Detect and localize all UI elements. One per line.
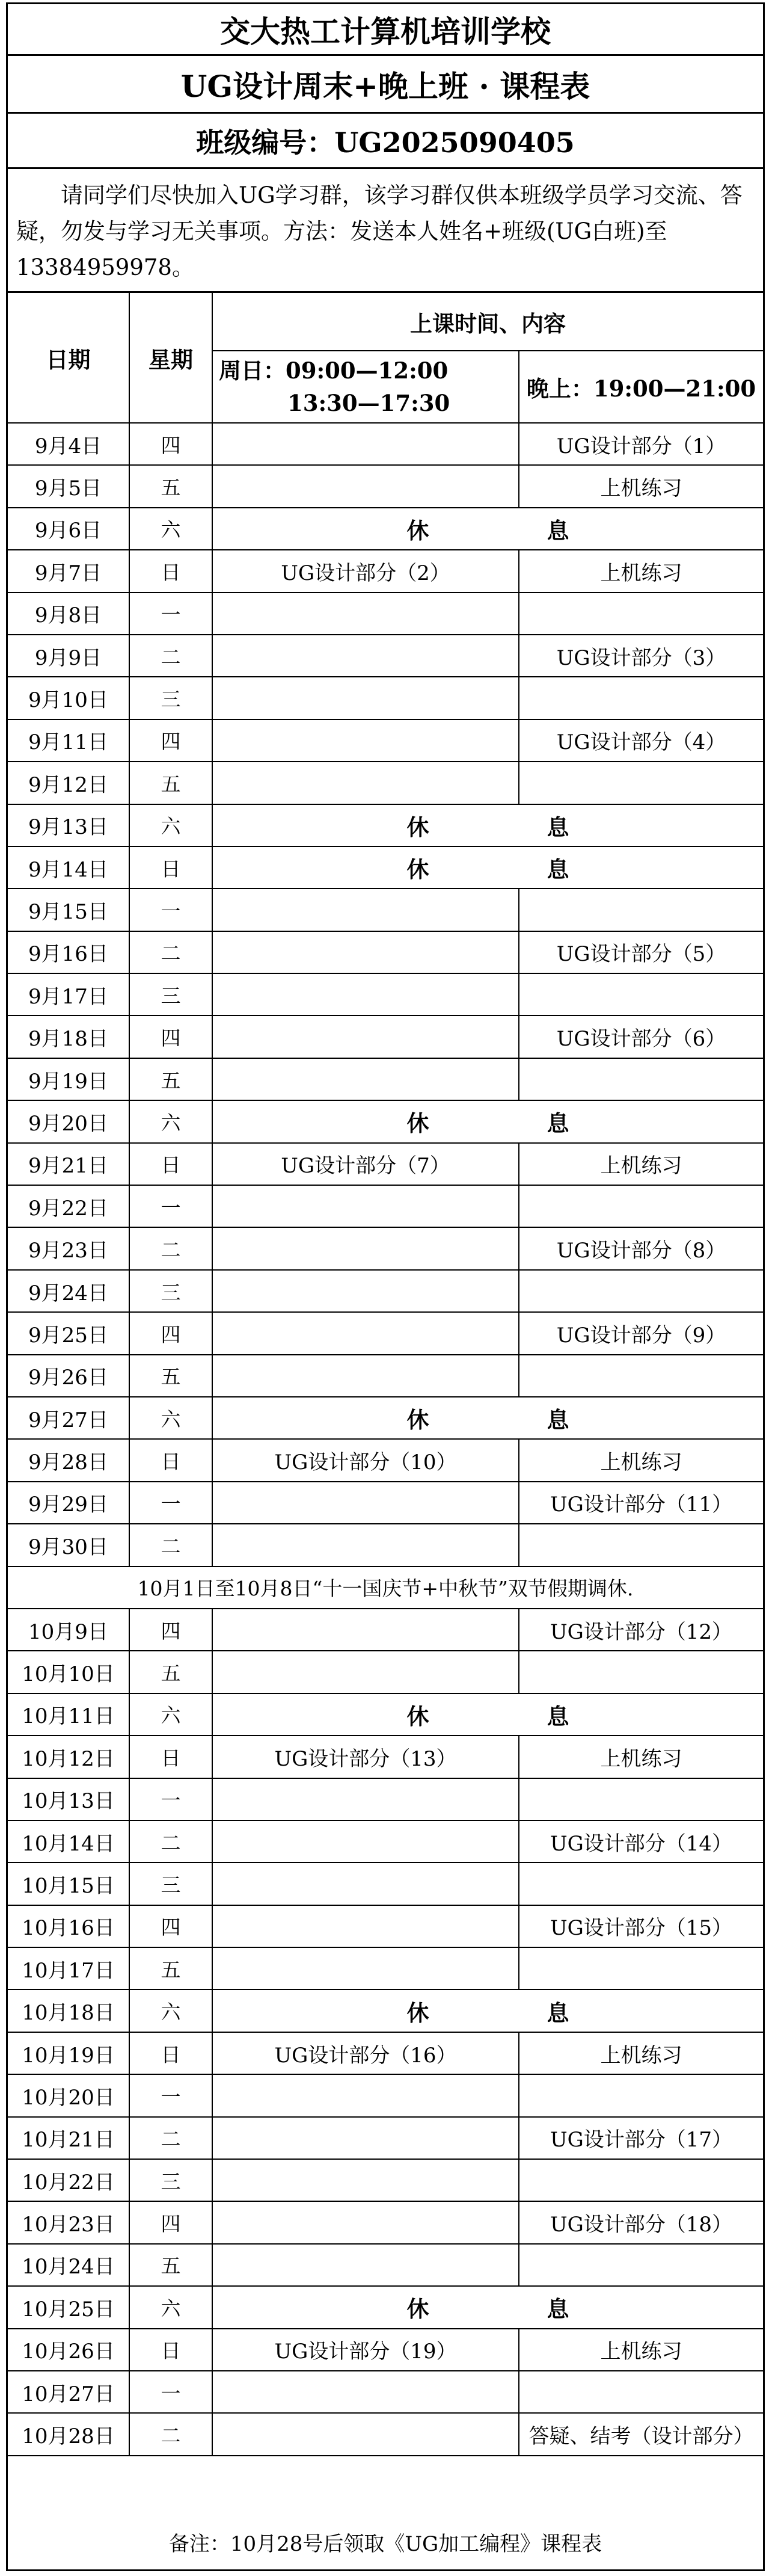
row-date: 10月17日 (8, 1947, 129, 1989)
table-row (8, 1736, 763, 1778)
evening-session-cell: 上机练习 (519, 1736, 763, 1778)
row-date: 9月7日 (8, 550, 129, 592)
row-weekday: 四 (129, 423, 212, 465)
row-date: 9月24日 (8, 1270, 129, 1312)
rest-word-1: 休 (406, 2296, 429, 2323)
schedule-sheet (6, 2, 765, 2571)
holiday-banner: 10月1日至10月8日“十一国庆节+中秋节”双节假期调休. (8, 1567, 763, 1609)
weekend-session-cell (212, 1947, 519, 1989)
evening-session-cell: 答疑、结考（设计部分） (519, 2413, 763, 2455)
table-row (8, 1820, 763, 1863)
row-weekday: 日 (129, 1439, 212, 1481)
row-weekday: 二 (129, 1227, 212, 1269)
evening-session-cell: UG设计部分（8） (519, 1227, 763, 1269)
table-row (8, 1270, 763, 1312)
row-date: 10月16日 (8, 1905, 129, 1947)
table-row (8, 762, 763, 804)
row-weekday: 一 (129, 2371, 212, 2413)
table-row (8, 1439, 763, 1481)
row-date: 9月4日 (8, 423, 129, 465)
row-date: 9月18日 (8, 1015, 129, 1058)
row-date: 10月9日 (8, 1609, 129, 1651)
weekend-session-cell (212, 1270, 519, 1312)
row-date: 9月22日 (8, 1185, 129, 1227)
group-notice: 请同学们尽快加入UG学习群，该学习群仅供本班级学员学习交流、答疑，勿发与学习无关事项。方法：发送本人姓名+班级(UG白班)至13384959978。 (8, 169, 763, 293)
row-weekday: 二 (129, 1524, 212, 1566)
weekend-session-cell (212, 1185, 519, 1227)
row-weekday: 六 (129, 1397, 212, 1439)
table-row (8, 1863, 763, 1905)
row-date: 10月15日 (8, 1863, 129, 1905)
weekend-session-cell (212, 1524, 519, 1566)
row-weekday: 四 (129, 2201, 212, 2243)
table-row (8, 593, 763, 635)
row-weekday: 五 (129, 1058, 212, 1100)
weekend-session-cell: UG设计部分（13） (212, 1736, 519, 1778)
row-weekday: 六 (129, 508, 212, 550)
weekend-session-cell: UG设计部分（19） (212, 2329, 519, 2371)
row-weekday: 一 (129, 1778, 212, 1820)
row-weekday: 五 (129, 762, 212, 804)
class-code: 班级编号：UG2025090405 (8, 114, 763, 169)
row-date: 9月10日 (8, 677, 129, 719)
row-date: 10月28日 (8, 2413, 129, 2455)
weekend-session-cell (212, 931, 519, 973)
table-row (8, 1312, 763, 1354)
evening-session-cell: 上机练习 (519, 2032, 763, 2074)
row-date: 9月9日 (8, 635, 129, 677)
evening-session-cell (519, 2074, 763, 2116)
table-row (8, 550, 763, 592)
weekend-session-cell (212, 2371, 519, 2413)
rest-word-2: 息 (547, 1110, 569, 1137)
evening-session-cell (519, 593, 763, 635)
header-weekend-time (212, 351, 519, 423)
rest-word-2: 息 (547, 1999, 569, 2026)
evening-session-cell: UG设计部分（4） (519, 719, 763, 762)
table-row (8, 465, 763, 507)
row-weekday: 三 (129, 2159, 212, 2201)
weekend-session-cell (212, 2244, 519, 2286)
table-row (8, 1355, 763, 1397)
row-weekday: 二 (129, 931, 212, 973)
row-date: 9月20日 (8, 1100, 129, 1142)
evening-session-cell: 上机练习 (519, 2329, 763, 2371)
weekend-session-cell (212, 1015, 519, 1058)
row-date: 9月26日 (8, 1355, 129, 1397)
weekend-time-line1: 周日：09:00—12:00 (219, 357, 449, 384)
row-weekday: 日 (129, 550, 212, 592)
header-weekday: 星期 (129, 293, 212, 423)
row-weekday: 三 (129, 1863, 212, 1905)
table-row (8, 1609, 763, 1651)
table-row (8, 1989, 763, 2032)
row-weekday: 二 (129, 2117, 212, 2159)
row-date: 10月22日 (8, 2159, 129, 2201)
rest-word-2: 息 (547, 2296, 569, 2323)
evening-session-cell: UG设计部分（14） (519, 1820, 763, 1863)
rest-word-2: 息 (547, 517, 569, 544)
weekend-session-cell (212, 1482, 519, 1524)
weekend-time-line2: 13:30—17:30 (287, 390, 450, 416)
rest-day-cell (212, 846, 763, 889)
table-row (8, 1015, 763, 1058)
row-date: 10月26日 (8, 2329, 129, 2371)
row-weekday: 四 (129, 1312, 212, 1354)
row-date: 9月23日 (8, 1227, 129, 1269)
weekend-session-cell (212, 1905, 519, 1947)
holiday-row (8, 1567, 763, 1609)
rest-day-cell (212, 2286, 763, 2328)
rest-word-1: 休 (406, 1110, 429, 1137)
row-date: 9月30日 (8, 1524, 129, 1566)
row-date: 10月27日 (8, 2371, 129, 2413)
rest-word-2: 息 (547, 813, 569, 840)
table-row (8, 846, 763, 889)
row-date: 9月8日 (8, 593, 129, 635)
evening-session-cell (519, 973, 763, 1015)
row-date: 10月13日 (8, 1778, 129, 1820)
table-row (8, 2159, 763, 2201)
row-date: 10月21日 (8, 2117, 129, 2159)
rest-day-cell (212, 804, 763, 846)
weekend-session-cell (212, 2074, 519, 2116)
table-row (8, 2244, 763, 2286)
evening-session-cell (519, 1947, 763, 1989)
row-weekday: 六 (129, 1100, 212, 1142)
evening-session-cell (519, 2244, 763, 2286)
row-date: 9月5日 (8, 465, 129, 507)
weekend-session-cell (212, 1609, 519, 1651)
weekend-session-cell (212, 762, 519, 804)
evening-session-cell: UG设计部分（5） (519, 931, 763, 973)
weekend-session-cell (212, 1863, 519, 1905)
table-row (8, 1778, 763, 1820)
row-date: 9月15日 (8, 889, 129, 931)
weekend-session-cell: UG设计部分（7） (212, 1143, 519, 1185)
table-row (8, 1693, 763, 1736)
row-weekday: 五 (129, 1947, 212, 1989)
table-row (8, 677, 763, 719)
row-weekday: 一 (129, 1482, 212, 1524)
row-weekday: 一 (129, 889, 212, 931)
row-date: 10月25日 (8, 2286, 129, 2328)
row-date: 9月13日 (8, 804, 129, 846)
rest-day-cell (212, 1397, 763, 1439)
row-date: 9月25日 (8, 1312, 129, 1354)
table-row (8, 804, 763, 846)
rest-word-2: 息 (547, 1407, 569, 1434)
rest-word-2: 息 (547, 856, 569, 883)
table-row (8, 1185, 763, 1227)
evening-session-cell: UG设计部分（3） (519, 635, 763, 677)
course-title: UG设计周末+晚上班 · 课程表 (8, 56, 763, 114)
evening-session-cell: UG设计部分（11） (519, 1482, 763, 1524)
row-weekday: 三 (129, 1270, 212, 1312)
row-weekday: 日 (129, 1736, 212, 1778)
evening-session-cell: 上机练习 (519, 1143, 763, 1185)
weekend-session-cell (212, 1355, 519, 1397)
weekend-session-cell (212, 2413, 519, 2455)
table-row (8, 931, 763, 973)
evening-session-cell (519, 1355, 763, 1397)
weekend-session-cell (212, 2201, 519, 2243)
row-weekday: 日 (129, 846, 212, 889)
rest-day-cell (212, 1693, 763, 1736)
row-date: 10月24日 (8, 2244, 129, 2286)
weekend-session-cell (212, 889, 519, 931)
row-date: 9月14日 (8, 846, 129, 889)
row-weekday: 一 (129, 2074, 212, 2116)
row-weekday: 二 (129, 1820, 212, 1863)
table-row (8, 1947, 763, 1989)
row-weekday: 日 (129, 2032, 212, 2074)
row-date: 9月29日 (8, 1482, 129, 1524)
row-date: 9月19日 (8, 1058, 129, 1100)
row-weekday: 五 (129, 465, 212, 507)
evening-session-cell (519, 889, 763, 931)
table-row (8, 1651, 763, 1693)
evening-session-cell: UG设计部分（15） (519, 1905, 763, 1947)
row-date: 10月14日 (8, 1820, 129, 1863)
row-weekday: 三 (129, 973, 212, 1015)
evening-session-cell (519, 2159, 763, 2201)
rest-word-1: 休 (406, 813, 429, 840)
row-weekday: 六 (129, 1693, 212, 1736)
table-row (8, 2201, 763, 2243)
weekend-session-cell: UG设计部分（16） (212, 2032, 519, 2074)
row-weekday: 二 (129, 2413, 212, 2455)
row-weekday: 四 (129, 719, 212, 762)
table-head-row-1 (8, 293, 763, 351)
row-date: 9月11日 (8, 719, 129, 762)
weekend-session-cell (212, 677, 519, 719)
row-date: 9月12日 (8, 762, 129, 804)
weekend-session-cell (212, 719, 519, 762)
row-date: 10月11日 (8, 1693, 129, 1736)
row-weekday: 日 (129, 1143, 212, 1185)
weekend-session-cell (212, 1312, 519, 1354)
table-row (8, 2286, 763, 2328)
evening-session-cell (519, 677, 763, 719)
schedule-table (8, 293, 763, 2456)
evening-session-cell (519, 1058, 763, 1100)
weekend-session-cell: UG设计部分（2） (212, 550, 519, 592)
evening-session-cell (519, 2371, 763, 2413)
row-weekday: 五 (129, 2244, 212, 2286)
evening-session-cell: 上机练习 (519, 1439, 763, 1481)
table-row (8, 1100, 763, 1142)
table-row (8, 2074, 763, 2116)
row-date: 10月12日 (8, 1736, 129, 1778)
rest-word-1: 休 (406, 1407, 429, 1434)
weekend-session-cell (212, 635, 519, 677)
row-weekday: 六 (129, 1989, 212, 2032)
table-row (8, 1524, 763, 1566)
row-weekday: 五 (129, 1651, 212, 1693)
row-weekday: 五 (129, 1355, 212, 1397)
table-row (8, 2117, 763, 2159)
weekend-session-cell (212, 593, 519, 635)
row-weekday: 二 (129, 635, 212, 677)
row-date: 9月17日 (8, 973, 129, 1015)
row-date: 9月21日 (8, 1143, 129, 1185)
row-date: 10月19日 (8, 2032, 129, 2074)
row-date: 9月16日 (8, 931, 129, 973)
evening-session-cell: 上机练习 (519, 550, 763, 592)
row-date: 10月18日 (8, 1989, 129, 2032)
row-weekday: 四 (129, 1015, 212, 1058)
table-row (8, 635, 763, 677)
evening-session-cell: UG设计部分（17） (519, 2117, 763, 2159)
weekend-session-cell (212, 465, 519, 507)
evening-session-cell (519, 1270, 763, 1312)
header-evening-time: 晚上：19:00—21:00 (519, 351, 763, 423)
row-weekday: 一 (129, 1185, 212, 1227)
weekend-session-cell (212, 1778, 519, 1820)
row-weekday: 六 (129, 2286, 212, 2328)
evening-session-cell: UG设计部分（9） (519, 1312, 763, 1354)
table-row (8, 2032, 763, 2074)
evening-session-cell: 上机练习 (519, 465, 763, 507)
table-row (8, 1397, 763, 1439)
table-row (8, 2413, 763, 2455)
row-weekday: 三 (129, 677, 212, 719)
rest-day-cell (212, 1100, 763, 1142)
row-weekday: 六 (129, 804, 212, 846)
rest-word-1: 休 (406, 517, 429, 544)
table-row (8, 719, 763, 762)
row-weekday: 日 (129, 2329, 212, 2371)
row-weekday: 四 (129, 1609, 212, 1651)
weekend-session-cell (212, 1227, 519, 1269)
header-time-content: 上课时间、内容 (212, 293, 763, 351)
row-date: 9月28日 (8, 1439, 129, 1481)
row-date: 10月23日 (8, 2201, 129, 2243)
rest-day-cell (212, 508, 763, 550)
weekend-session-cell: UG设计部分（10） (212, 1439, 519, 1481)
row-weekday: 四 (129, 1905, 212, 1947)
table-row (8, 1905, 763, 1947)
table-row (8, 423, 763, 465)
evening-session-cell (519, 762, 763, 804)
table-row (8, 1143, 763, 1185)
row-date: 9月27日 (8, 1397, 129, 1439)
table-row (8, 1058, 763, 1100)
weekend-session-cell (212, 1820, 519, 1863)
evening-session-cell: UG设计部分（18） (519, 2201, 763, 2243)
evening-session-cell: UG设计部分（12） (519, 1609, 763, 1651)
table-row (8, 1482, 763, 1524)
weekend-session-cell (212, 2159, 519, 2201)
row-date: 10月20日 (8, 2074, 129, 2116)
evening-session-cell (519, 1524, 763, 1566)
rest-word-1: 休 (406, 856, 429, 883)
weekend-session-cell (212, 1058, 519, 1100)
schedule-body (8, 293, 763, 2456)
rest-day-cell (212, 1989, 763, 2032)
row-weekday: 一 (129, 593, 212, 635)
row-date: 9月6日 (8, 508, 129, 550)
header-date: 日期 (8, 293, 129, 423)
weekend-session-cell (212, 2117, 519, 2159)
table-row (8, 889, 763, 931)
evening-session-cell (519, 1651, 763, 1693)
rest-word-1: 休 (406, 1702, 429, 1730)
table-row (8, 973, 763, 1015)
evening-session-cell (519, 1863, 763, 1905)
table-row (8, 1227, 763, 1269)
evening-session-cell (519, 1778, 763, 1820)
rest-word-2: 息 (547, 1702, 569, 1730)
weekend-session-cell (212, 973, 519, 1015)
table-row (8, 2371, 763, 2413)
table-row (8, 2329, 763, 2371)
school-title: 交大热工计算机培训学校 (8, 4, 763, 56)
footer-remark: 备注：10月28号后领取《UG加工编程》课程表 (168, 2531, 602, 2556)
rest-word-1: 休 (406, 1999, 429, 2026)
evening-session-cell: UG设计部分（6） (519, 1015, 763, 1058)
evening-session-cell (519, 1185, 763, 1227)
weekend-session-cell (212, 423, 519, 465)
evening-session-cell: UG设计部分（1） (519, 423, 763, 465)
table-row (8, 508, 763, 550)
row-date: 10月10日 (8, 1651, 129, 1693)
weekend-session-cell (212, 1651, 519, 1693)
